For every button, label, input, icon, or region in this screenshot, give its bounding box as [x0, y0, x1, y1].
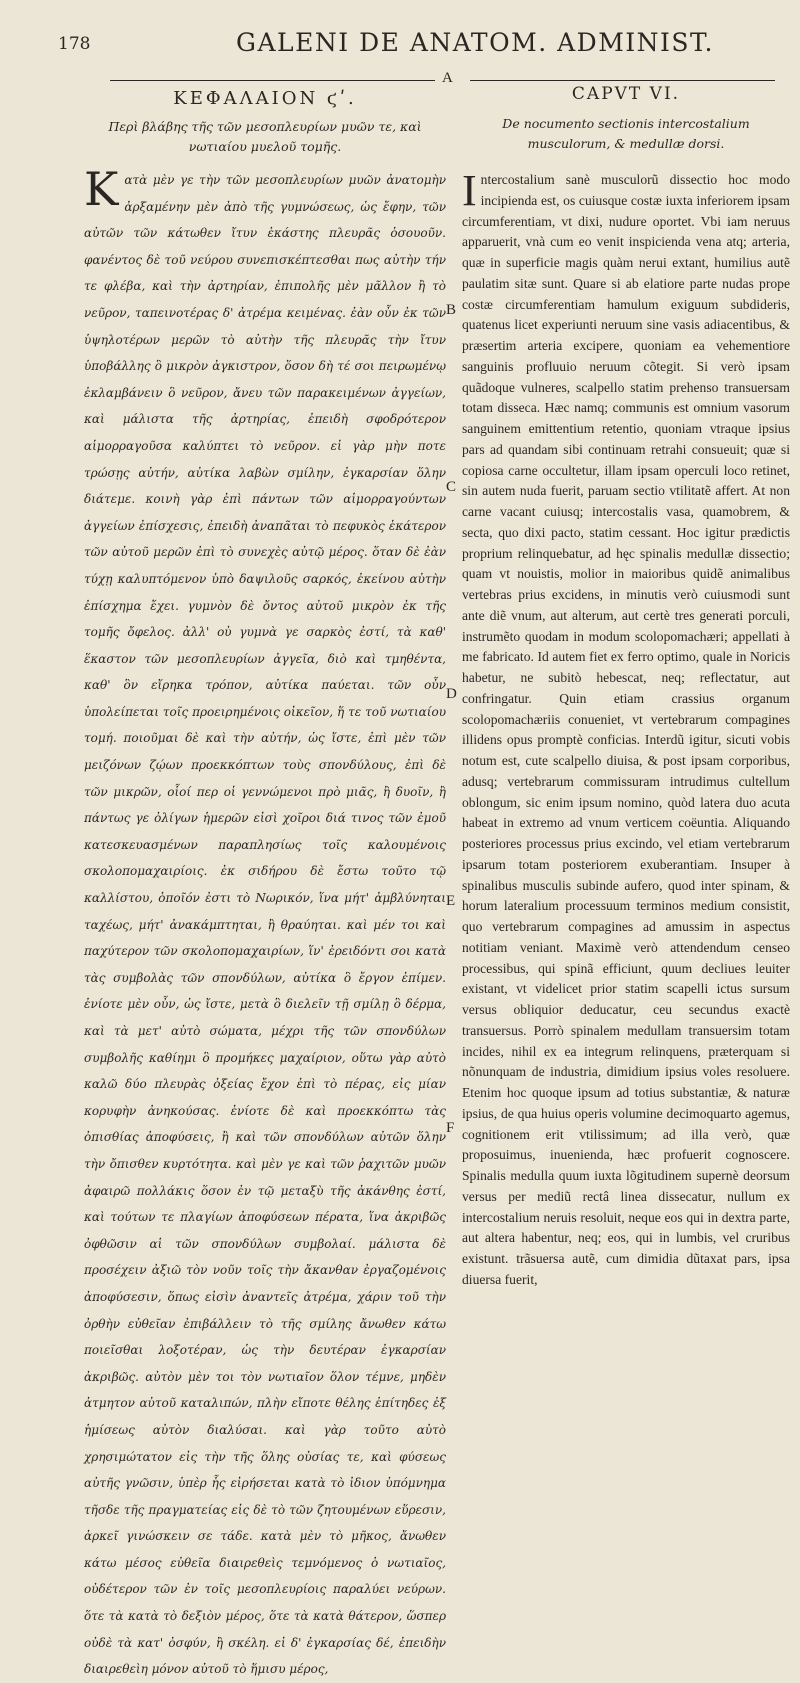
margin-marker-e: E: [446, 893, 456, 909]
latin-body-text: [462, 166, 790, 1291]
margin-marker-a: A: [442, 70, 453, 86]
margin-marker-f: F: [446, 1120, 455, 1136]
latin-initial: I: [462, 166, 477, 215]
greek-initial: Κ: [84, 162, 119, 216]
latin-chapter-subtitle: De nocumento sectionis intercostalium musculorum, & medullæ dorsi.: [502, 116, 750, 151]
greek-chapter-heading: ΚΕΦΑΛΑΙΟΝ ϛʹ.: [173, 88, 357, 109]
margin-marker-c: C: [446, 479, 457, 495]
latin-chapter-heading: CAPVT VI.: [571, 84, 681, 104]
rule-right: [470, 80, 775, 81]
rule-left: [110, 80, 435, 81]
greek-column: [84, 88, 446, 1677]
greek-chapter-subtitle: Περὶ βλάβης τῆς τῶν μεσοπλευρίων μυῶν τε, καὶ νωτιαίου μυελοῦ τομῆς.: [108, 119, 422, 154]
greek-body-text: [84, 162, 446, 1683]
greek-text: ατὰ μὲν γε τὴν τῶν μεσοπλευρίων μυῶν ἀνατομὴν ἀρξαμένην μὲν ἀπὸ τῆς γυμνώσεως, ὡς ἔφην, τῶν αὐτῶν τῶν κάτωθεν ἴτυν ἑκάστης πλευρᾶς ὁσουοῦν. φανέντος δὲ τοῦ νεύρου συνεπισκέπτεσθαι πως αὐτὴν τήν τε φλέβα, καὶ τὴν ἀρτηρίαν, ἐπιπολῆς μὲν μᾶλλον ἢ τὸ νεῦρον, ταπεινοτέρας δ' ἀτρέμα κειμένας. ἐὰν οὖν ἐκ τῶν ὑψηλοτέρων μερῶν τὸ αὐτὴν τῆς πλευρᾶς τὴν ἴτυν ὑποβάλλης ὃ μικρὸν ἀγκιστρον, ὅσον δὴ τέ σοι πειρωμένῳ ἐκλαμβάνειν ὃ νεῦρον, ἄνευ τῶν παρακειμένων ἀγγείων, καὶ μάλιστα τῆς ἀρτηρίας, ἐπειδὴ σφοδρότερον αἱμορραγοῦσα καλύπτει τὸ νεῦρον. εἰ γὰρ μὴν ποτε τρώσῃς αὐτήν, αὐτίκα λαβὼν σμίλην, ἐγκαρσίαν ὅλην διάτεμε. κοινὴ γὰρ ἐπὶ πάντων τῶν αἱμορραγούντων ἀγγείων ἐπίσχεσις, ἐπειδὴ ἀναπᾶται τὸ πεφυκὸς ἑκάτερον τῶν αὐτοῦ μερῶν ἐπὶ τὸ συνεχὲς αὐτῷ μέρος. ὅταν δὲ ἐὰν τύχῃ καλυπτόμενον ὑπὸ δαψιλοῦς σαρκός, ἐκείνου αὐτὴν ἐπίσχημα ἔχει. γυμνὸν δὲ ὄντος αὐτοῦ μικρὸν ἐκ τῆς τομῆς ὄφελος. ἀλλ' οὐ γυμνὰ γε σαρκὸς ἐστί, τὰ καθ' ἕκαστον τῶν μεσοπλευρίων ἀγγεῖα, διὸ καὶ τμηθέντα, καθ' ὃν εἴρηκα τρόπον, αὐτίκα παύεται. τῶν οὖν ὑπολείπεται τοῖς προειρημένοις οἰκεῖον, ἥ τε τοῦ νωτιαίου τομή. ποιοῦμαι δὲ καὶ τὴν αὐτήν, ὡς ἴστε, ἐπὶ μὲν τῶν μειζόνων ζῴων προεκκόπτων τοὺς σπονδύλους, ἐπὶ δὲ τῶν μικρῶν, οἷοί περ οἱ γεννώμενοι πρὸ μιᾶς, ἢ δυοῖν, ἢ πάντως γε ὀλίγων ἡμερῶν εἰσὶ χοῖροι διά τινος τῶν ἐμοῦ κατεσκευασμένων παραπλησίως τοῖς καλουμένοις σκολοπομαχαιρίοις. ἐκ σιδήρου δὲ ἔστω τοῦτο τῷ καλλίστου, ὁποῖόν ἐστι τὸ Νωρικόν, ἵνα μήτ' ἀμβλύνηται ταχέως, μήτ' ἀνακάμπτηται, ἢ θραύηται. καὶ μέν τοι καὶ παχύτερον τῶν σκολοπομαχαιρίων, ἵν' ἐρειδόντι σοι κατὰ τὰς συμβολὰς τῶν σπονδύλων, αὐτίκα ὃ ἔργον ἐπίμεν. ἐνίοτε μὲν οὖν, ὡς ἴστε, μετὰ ὃ διελεῖν τῇ σμίλῃ ὃ δέρμα, καὶ τὰ μετ' αὐτὸ σώματα, μέχρι τῆς τῶν σπονδύλων συμβολῆς καθίημι ὃ προμήκες μαχαίριον, οὕτω γὰρ αὐτὸ καλῶ δύο πλευρὰς ὀξείας ἔχον ἐπὶ τὸ πέρας, εἰς μίαν κορυφὴν ἀνηκούσας. ἐνίοτε δὲ καὶ προεκκόπτω τὰς ὀπισθίας ἀποφύσεις, ἢ καὶ τῶν σπονδύλων αὐτῶν ὅλην τὴν ὄπισθεν κυρτότητα. καὶ μὲν γε καὶ τῶν ῥαχιτῶν μυῶν ἀφαιρῶ πολλάκις ὅσον ἐν τῷ μεταξὺ τῆς ἀκάνθης ἐστί, καὶ τούτων τε πλαγίων ἀποφύσεων πέρατα, ἵνα ἀκριβῶς ὀφθῶσιν αἱ τῶν σπονδύλων συμβολαί. μάλιστα δὲ προσέχειν ἀξιῶ τὸν νοῦν τοῖς τὴν ἄκανθαν ἐργαζομένοις ἀποφύσεσιν, ὅπως εἰσὶν ἀναντεῖς ἀτρέμα, χάριν τοῦ τὴν ὀρθὴν εὐθεῖαν ἐπιβάλλειν τὸ τῆς σμίλης ἄνωθεν κάτω ποιεῖσθαι λοξοτέραν, ὡς τὴν δευτέραν ἐγκαρσίαν ἀκριβῶς. αὐτὸν μὲν τοι τὸν νωτιαῖον ὅλον τέμνε, μηδὲν ἀτμητον αὐτοῦ καταλιπών, πλὴν εἴποτε θέλης ἐπίτηδες ἐξ ἡμίσεως αὐτὸν διαλύσαι. καὶ γὰρ τοῦτο αὐτὸ χρησιμώτατον εἰς τὴν τῆς ὅλης οὐσίας τε, καὶ φύσεως αὐτῆς γνῶσιν, ὑπὲρ ἧς εἰρήσεται κατὰ τὸ ἰδιον ὑπόμνημα τῆσδε τῆς πραγματείας εἰς δὲ τὸ τῶν ζητουμένων εὕρεσιν, ἀρκεῖ γινώσκειν σε τάδε. κατὰ μὲν τὸ μῆκος, ἄνωθεν κάτω μέσος εὐθεῖα διαιρεθεὶς τεμνόμενος ὁ νωτιαῖος, οὐδέτερον τῶν ἐν τοῖς μεσοπλευρίοις παραλύει νεύρων. ὅτε τὰ κατὰ τὸ δεξιὸν μέρος, ὅτε τὰ κατὰ θάτερον, ὥσπερ οὐδὲ τὰ κατ' ὀσφύν, ἢ σκέλη. εἰ δ' ἐγκαρσίας δέ, ἐπειδὴν διαιρεθεὶη μόνον αὐτοῦ τὸ ἥμισυ μέρος,: [84, 173, 446, 1677]
running-title: GALENI DE ANATOM. ADMINIST.: [236, 28, 714, 57]
margin-marker-d: D: [446, 686, 457, 702]
page-number: 178: [58, 34, 91, 54]
page-header: [58, 28, 788, 62]
margin-marker-b: B: [446, 302, 457, 318]
latin-column: [462, 84, 790, 1318]
latin-text: ntercostalium sanè musculorũ dissectio hoc modo incipienda est, os cuiusque costæ iuxta inferiorem ipsam circumferentiam, vt dixi, nudure oportet. Vbi iam neruus apparuerit, vnà cum eo venit inspicienda vena atq; arteria, quæ in superficie magis quàm nerui extant, humilius autẽ paulatim sitæ sunt. Quare si ab elatiore parte nudas prope costæ circumferentiam hamulum exiguum subdideris, quatenus licet experiunti neruum sine vasis adiacentibus, & præsertim arteria excipere, quoniam ea vehementiore sanguinis profluuio neruum cõtegit. Si verò ipsam quãdoque vulneres, scalpello statim prehenso transuersam totam disseca. Hæc namq; communis est omnium vasorum sanguinem emittentium retentio, quoniam vtraque ipsius pars ad quandam sibi continuam retrahi consueuit; quæ si copiosa carne occultetur, illam ipsam operculi loco retinet, sin autem nuda fuerit, paruam sectio vtilitatẽ affert. At non carne vacant cuiusq; intercostalis vasa, quamobrem, & secta, quo dixi pacto, statim cessant. Hoc igitur prædictis proprium relinquebatur, ad hęc spinalis medullæ dissectio; quam vt nouistis, molior in maioribus quidẽ animalibus vertebras prius excidens, in minutis verò cuiusmodi sunt ante diẽ vnum, aut alterum, aut certè tres generati porculi, instrumẽto quodam in modum scolopomachæri; appellati à me fabricato. Id autem fiet ex ferro optimo, quale in Noricis habetur, ne subitò hebescat, neq; reflectatur, aut confringatur. Quin etiam crassius organum scolopomachæriis conueniet, vt vertebrarum compagines illidens opus promptè conficias. Interdũ igitur, sicuti vobis notum est, cute scalpello diuisa, & post ipsam corporibus, adusq; vertebrarum commissuram intrudimus cultellum oblongum, sic enim ipsum nomino, quòd latera duo acuta habeat in extremo ad vnum verticem coëuntia. Aliquando posteriores processus prius excindo, vel etiam vertebrarum ipsarum totam posteriorem exuberantiam. Insuper à spinalibus musculis subinde aufero, quod inter spinam, & horum lateralium processuum terminos medium consistit, quo vertebrarum compagines ad amussim in aspectus notitiam veniant. Maximè verò attendendum censeo processibus, qui spinã efficiunt, quum decliues leuiter existant, vt videlicet prior statim scapelli ictus sursum versus obliquior deducatur, ceu secundus exactè transuersus. Porrò spinalem medullam transuersim totam incides, nihil ex ea integrum relinquens, præterquam si nõnunquam de industria, dimidium ipsius voles resoluere. Etenim hoc quoque ipsum ad totius substantiæ, & naturæ ipsius, de qua huius operis volumine decimoquarto agemus, cognitionem erit vtilissimum; ad illa verò, quæ proposuimus, inuenienda, hæc profuerit cognoscere. Spinalis medulla quum iuxta lõgitudinem supernè deorsum versus per mediũ rectâ linea dissecatur, nullum ex intercostalium neruis resoluit, neque eos qui in dextra parte, aut altera habentur, neq; eos, qui in lumbis, vel cruribus existunt. trãsuersa autẽ, cum dimidia dũtaxat pars, ipsa diuersa fuerit,: [462, 172, 790, 1287]
